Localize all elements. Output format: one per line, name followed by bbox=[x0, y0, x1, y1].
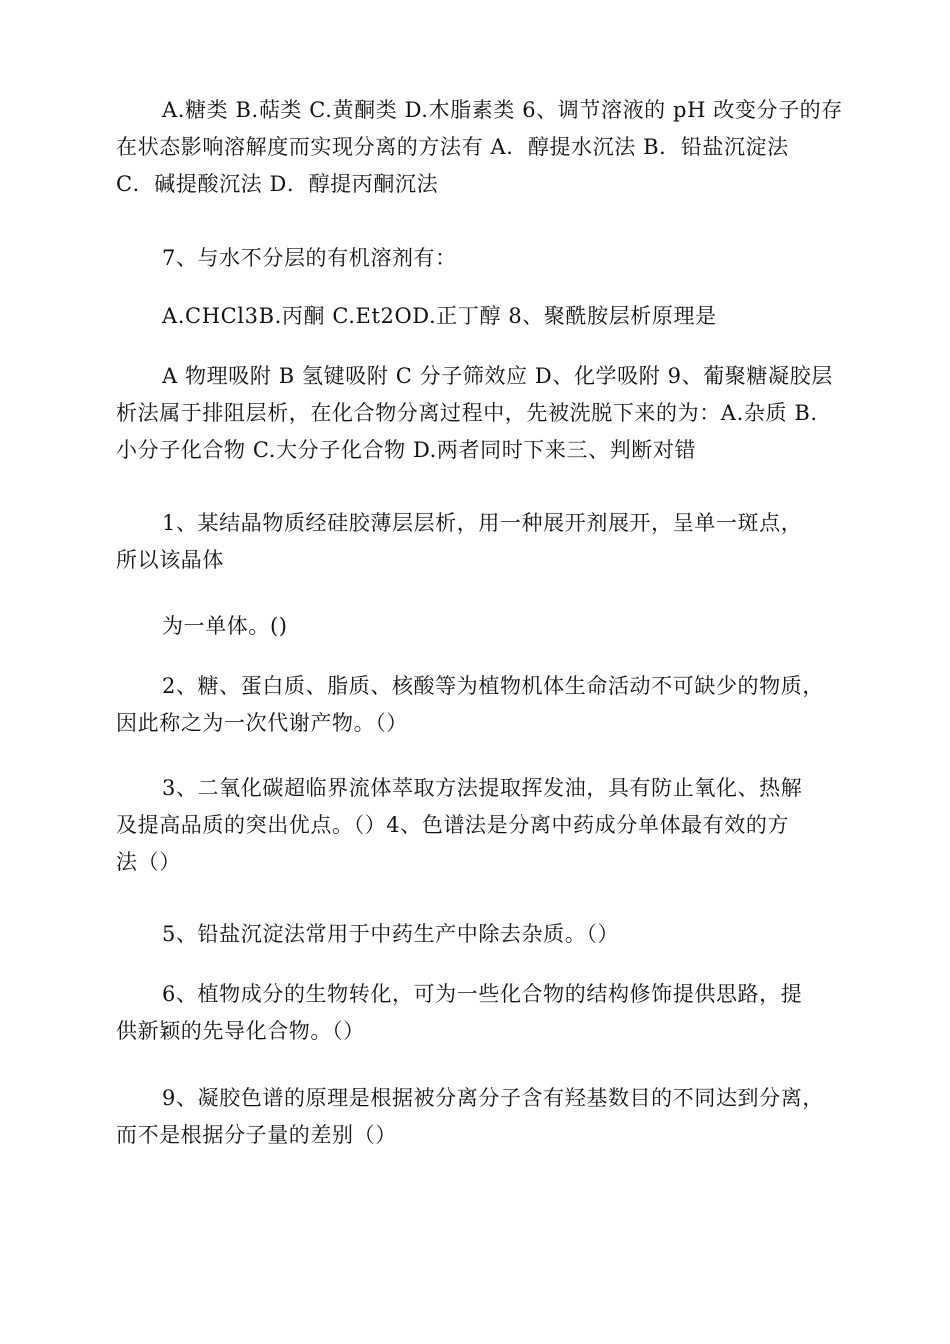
text-line: 而不是根据分子量的差别（） bbox=[116, 1123, 397, 1147]
text-line: A.CHCl3B.丙酮 C.Et2OD.正丁醇 8、聚酰胺层析原理是 bbox=[162, 304, 717, 328]
paragraph-judgement-3-4 bbox=[116, 770, 846, 881]
paragraph-judgement-6 bbox=[116, 976, 846, 1050]
paragraph-judgement-5 bbox=[116, 916, 846, 953]
text-line: 小分子化合物 C.大分子化合物 D.两者同时下来三、判断对错 bbox=[116, 438, 697, 462]
text-line: 析法属于排阻层析，在化合物分离过程中，先被洗脱下来的为：A.杂质 B. bbox=[116, 401, 818, 425]
text-line: 法（） bbox=[116, 850, 181, 874]
paragraph-judgement-9 bbox=[116, 1080, 846, 1154]
text-line: C．碱提酸沉法 D．醇提丙酮沉法 bbox=[116, 172, 439, 196]
text-line: 2、糖、蛋白质、脂质、核酸等为植物机体生命活动不可缺少的物质， bbox=[162, 674, 824, 698]
text-line: A.糖类 B.萜类 C.黄酮类 D.木脂素类 6、调节溶液的 pH 改变分子的存 bbox=[162, 98, 843, 122]
text-line: 因此称之为一次代谢产物。（） bbox=[116, 711, 408, 735]
paragraph-question-7-8-options bbox=[116, 298, 846, 335]
text-line: 6、植物成分的生物转化，可为一些化合物的结构修饰提供思路，提 bbox=[162, 982, 803, 1006]
text-line: 及提高品质的突出优点。（）4、色谱法是分离中药成分单体最有效的方 bbox=[116, 813, 790, 837]
paragraph-judgement-1-cont bbox=[116, 608, 846, 645]
paragraph-question-7 bbox=[116, 240, 846, 277]
text-line: 5、铅盐沉淀法常用于中药生产中除去杂质。（） bbox=[162, 922, 620, 946]
text-line: 1、某结晶物质经硅胶薄层层析，用一种展开剂展开，呈单一斑点， bbox=[162, 511, 803, 535]
text-line: 在状态影响溶解度而实现分离的方法有 A．醇提水沉法 B．铅盐沉淀法 bbox=[116, 135, 789, 159]
text-line: 为一单体。() bbox=[162, 614, 288, 638]
text-line: 9、凝胶色谱的原理是根据被分离分子含有羟基数目的不同达到分离， bbox=[162, 1086, 824, 1110]
paragraph-question-5-6-options bbox=[116, 92, 846, 203]
text-line: 7、与水不分层的有机溶剂有： bbox=[162, 246, 457, 270]
text-line: 供新颖的先导化合物。（） bbox=[116, 1019, 365, 1043]
paragraph-question-8-9-options bbox=[116, 358, 846, 469]
text-line: 3、二氧化碳超临界流体萃取方法提取挥发油，具有防止氧化、热解 bbox=[162, 776, 803, 800]
paragraph-judgement-1 bbox=[116, 505, 846, 579]
text-line: A 物理吸附 B 氢键吸附 C 分子筛效应 D、化学吸附 9、葡聚糖凝胶层 bbox=[162, 364, 833, 388]
text-line: 所以该晶体 bbox=[116, 548, 224, 572]
paragraph-judgement-2 bbox=[116, 668, 846, 742]
